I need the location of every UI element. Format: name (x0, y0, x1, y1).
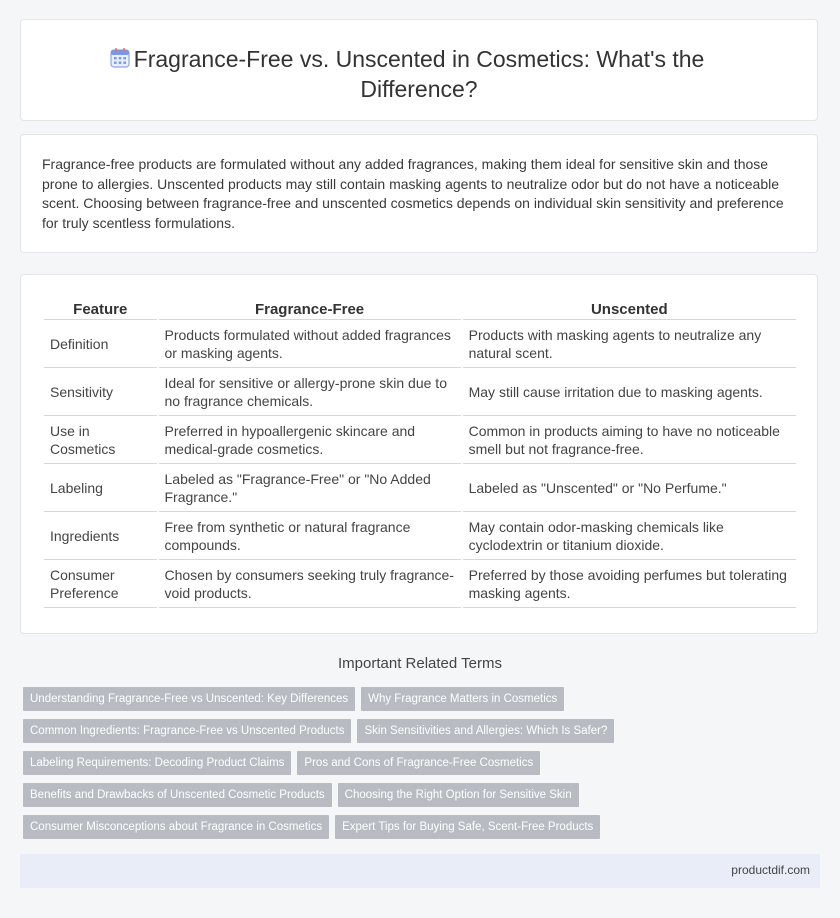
related-terms-list (23, 687, 783, 847)
table-row (44, 320, 796, 368)
header-unscented: Unscented (463, 297, 796, 320)
header-fragrance-free: Fragrance-Free (159, 297, 461, 320)
feature-cell: Labeling (44, 464, 157, 512)
feature-cell: Sensitivity (44, 368, 157, 416)
feature-cell: Consumer Preference (44, 560, 157, 608)
intro-paragraph: Fragrance-free products are formulated without any added fragrances, making them ideal for sensitive skin and those prone to allergies. Unscented products may still contain masking agents to neutralize odor but do not have a noticeable scent. Choosing between fragrance-free and unscented cosmetics depends on individual skin sensitivity and preference for truly scentless formulations. (42, 156, 784, 231)
table-row (44, 464, 796, 512)
fragrance-free-cell: Products formulated without added fragrances or masking agents. (159, 320, 461, 368)
related-term-tag[interactable]: Pros and Cons of Fragrance-Free Cosmetics (297, 751, 540, 775)
fragrance-free-cell: Free from synthetic or natural fragrance compounds. (159, 512, 461, 560)
table-row (44, 368, 796, 416)
footer-bar (20, 854, 820, 888)
related-term-tag[interactable]: Expert Tips for Buying Safe, Scent-Free Products (335, 815, 600, 839)
feature-cell: Use in Cosmetics (44, 416, 157, 464)
related-term-tag[interactable]: Why Fragrance Matters in Cosmetics (361, 687, 564, 711)
unscented-cell: May still cause irritation due to masking agents. (463, 368, 796, 416)
fragrance-free-cell: Labeled as "Fragrance-Free" or "No Added Fragrance." (159, 464, 461, 512)
unscented-cell: May contain odor-masking chemicals like cyclodextrin or titanium dioxide. (463, 512, 796, 560)
intro-card (20, 134, 818, 253)
table-row (44, 416, 796, 464)
related-term-tag[interactable]: Choosing the Right Option for Sensitive Skin (338, 783, 579, 807)
footer-site-link[interactable]: productdif.com (731, 863, 810, 877)
table-row (44, 560, 796, 608)
related-term-tag[interactable]: Consumer Misconceptions about Fragrance in Cosmetics (23, 815, 329, 839)
unscented-cell: Common in products aiming to have no noticeable smell but not fragrance-free. (463, 416, 796, 464)
header-feature: Feature (44, 297, 157, 320)
unscented-cell: Products with masking agents to neutralize any natural scent. (463, 320, 796, 368)
fragrance-free-cell: Ideal for sensitive or allergy-prone skin due to no fragrance chemicals. (159, 368, 461, 416)
related-term-tag[interactable]: Skin Sensitivities and Allergies: Which Is Safer? (357, 719, 614, 743)
fragrance-free-cell: Preferred in hypoallergenic skincare and medical-grade cosmetics. (159, 416, 461, 464)
feature-cell: Ingredients (44, 512, 157, 560)
related-term-tag[interactable]: Understanding Fragrance-Free vs Unscented: Key Differences (23, 687, 355, 711)
related-term-tag[interactable]: Benefits and Drawbacks of Unscented Cosmetic Products (23, 783, 332, 807)
unscented-cell: Labeled as "Unscented" or "No Perfume." (463, 464, 796, 512)
comparison-table (42, 297, 798, 608)
table-header-row (44, 297, 796, 320)
table-row (44, 512, 796, 560)
related-term-tag[interactable]: Labeling Requirements: Decoding Product Claims (23, 751, 291, 775)
comparison-table-card (20, 274, 818, 634)
header-card (20, 19, 818, 121)
feature-cell: Definition (44, 320, 157, 368)
related-terms-heading: Important Related Terms (338, 655, 502, 672)
page-title: Fragrance-Free vs. Unscented in Cosmetics: What's the Difference? (133, 46, 705, 102)
related-term-tag[interactable]: Common Ingredients: Fragrance-Free vs Unscented Products (23, 719, 351, 743)
unscented-cell: Preferred by those avoiding perfumes but tolerating masking agents. (463, 560, 796, 608)
fragrance-free-cell: Chosen by consumers seeking truly fragrance-void products. (159, 560, 461, 608)
